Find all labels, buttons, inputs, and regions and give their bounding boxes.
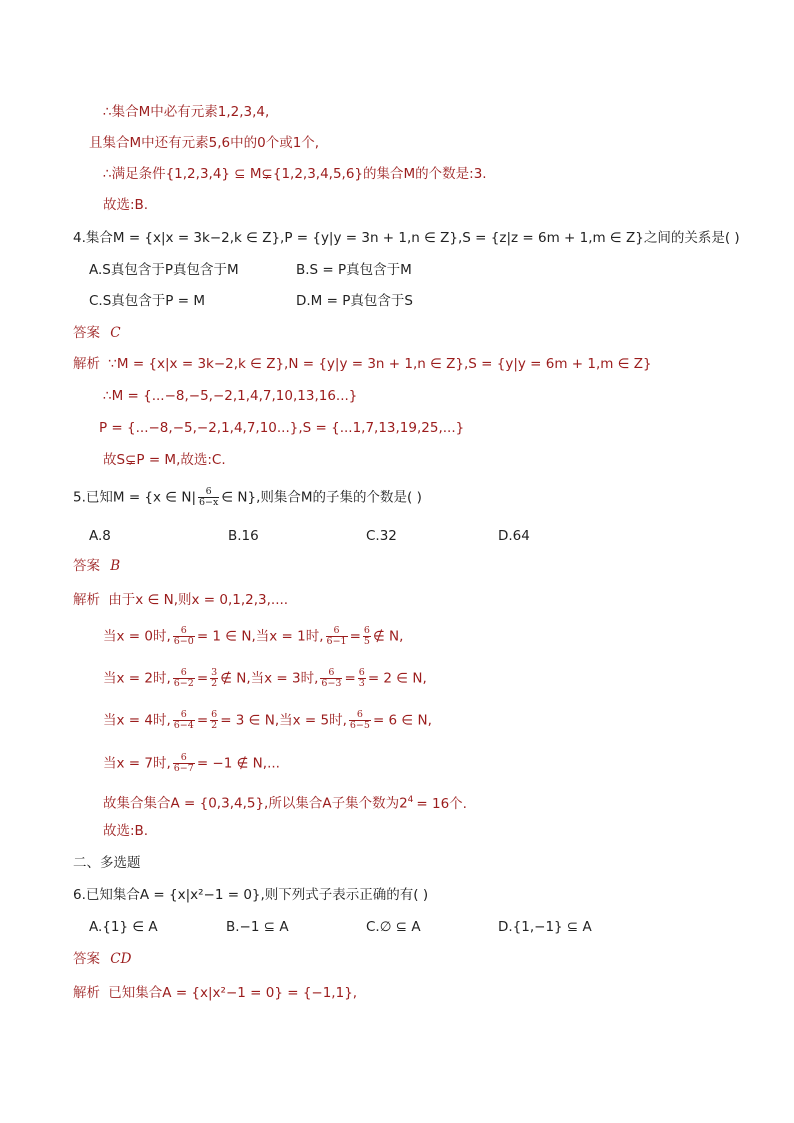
fraction [320, 668, 342, 689]
q5-option-b: B.16 [228, 528, 259, 544]
q4-analysis-line1: ∵M = {x|x = 3k−2,k ∈ Z},N = {y|y = 3n + 1,n ∈ Z},S = {y|y = 6m + 1,m ∈ Z} [108, 356, 652, 372]
frac-den: 6−4 [173, 720, 194, 731]
q5-answer: B [110, 558, 121, 574]
q5-stem-b: ∈ N},则集合M的子集的个数是( ) [221, 489, 422, 506]
fraction [173, 710, 195, 731]
frac-den: 6−5 [349, 720, 370, 731]
fraction [363, 626, 371, 647]
q5-case-0: 当x = 0时, $\frac{6}{6-0}$ = 1 ∈ N,当x = 1时, $\frac{6}{6-1}$ = $\frac{6}{5}$ ∉ N, [103, 625, 404, 647]
frac-num: 3 [211, 667, 218, 678]
frac-den: 6−3 [321, 678, 342, 689]
sol3-line4: 故选:B. [103, 197, 149, 213]
case-text: = 6 ∈ N, [372, 712, 432, 729]
q5-conclusion [103, 790, 467, 814]
q6-analysis-text: 已知集合A = {x|x²−1 = 0} = {−1,1}, [108, 985, 358, 1001]
q4-option-a: A.S真包含于P真包含于M [89, 262, 239, 278]
case-text: = 2 ∈ N, [367, 670, 427, 687]
frac-num: 6 [205, 486, 212, 497]
section-title: 二、多选题 [73, 855, 141, 871]
frac-num: 6 [356, 709, 363, 720]
q4-answer-row [73, 323, 121, 343]
sol3-line1: ∴集合M中必有元素1,2,3,4, [103, 104, 270, 120]
frac-den: 6−2 [173, 678, 194, 689]
q5-analysis-intro: 由于x ∈ N,则x = 0,1,2,3,.... [108, 592, 289, 608]
frac-den: 3 [358, 678, 365, 689]
q5-stem-fraction [198, 487, 219, 508]
conclusion-text: 故集合集合A = {0,3,4,5},所以集合A子集个数为2 [103, 795, 408, 812]
frac-num: 6 [358, 667, 365, 678]
q4-analysis-label: 解析 [73, 356, 100, 372]
frac-num: 6 [333, 625, 340, 636]
frac-den: 2 [211, 720, 218, 731]
frac-den: 5 [363, 636, 370, 647]
case-text: 当x = 4时, [103, 712, 171, 729]
fraction [173, 753, 195, 774]
frac-den: 2 [211, 678, 218, 689]
frac-den: 6−0 [173, 636, 194, 647]
case-text: = 3 ∈ N,当x = 5时, [220, 712, 347, 729]
q4-analysis-row [73, 354, 652, 374]
conclusion-text: = 16个. [416, 795, 467, 812]
q5-analysis-label: 解析 [73, 592, 100, 608]
fraction [210, 710, 218, 731]
case-text: = 1 ∈ N,当x = 1时, [196, 628, 324, 645]
q4-option-d: D.M = P真包含于S [296, 293, 413, 309]
q5-option-a: A.8 [89, 528, 111, 544]
fraction [358, 668, 366, 689]
q4-answer-label: 答案 [73, 325, 100, 341]
sol3-line3: ∴满足条件{1,2,3,4} ⊆ M⊊{1,2,3,4,5,6}的集合M的个数是:3. [103, 166, 487, 182]
q4-analysis-line3: P = {...−8,−5,−2,1,4,7,10...},S = {...1,7,13,19,25,...} [99, 420, 465, 436]
frac-num: 6 [180, 709, 187, 720]
fraction [326, 626, 348, 647]
q6-analysis-label: 解析 [73, 985, 100, 1001]
frac-num: 6 [211, 709, 218, 720]
fraction [210, 668, 218, 689]
case-text: ∉ N, [372, 628, 404, 645]
q6-analysis-row [73, 983, 357, 1003]
q5-case-2: 当x = 2时, $\frac{6}{6-2}$ = $\frac{3}{2}$ ∉ N,当x = 3时, $\frac{6}{6-3}$ = $\frac{6}{3}$ = 2 ∈ N, [103, 667, 427, 689]
q4-stem: 4.集合M = {x|x = 3k−2,k ∈ Z},P = {y|y = 3n + 1,n ∈ Z},S = {z|z = 6m + 1,m ∈ Z}之间的关系是( ) [73, 230, 740, 246]
q4-option-b: B.S = P真包含于M [296, 262, 412, 278]
case-text: ∉ N,当x = 3时, [220, 670, 319, 687]
q6-option-b: B.−1 ⊆ A [226, 919, 289, 935]
frac-den: 6−7 [173, 763, 194, 774]
q6-option-d: D.{1,−1} ⊆ A [498, 919, 592, 935]
case-text: 当x = 7时, [103, 755, 171, 772]
sol3-line2: 且集合M中还有元素5,6中的0个或1个, [89, 135, 320, 151]
q5-answer-row [73, 556, 120, 576]
frac-num: 6 [180, 625, 187, 636]
frac-den: 6−x [199, 497, 219, 508]
q6-option-a: A.{1} ∈ A [89, 919, 158, 935]
q5-option-c: C.32 [366, 528, 397, 544]
q4-analysis-line4: 故S⊊P = M,故选:C. [103, 452, 226, 468]
q4-option-c: C.S真包含于P = M [89, 293, 205, 309]
q6-stem: 6.已知集合A = {x|x²−1 = 0},则下列式子表示正确的有( ) [73, 887, 429, 903]
q5-option-d: D.64 [498, 528, 530, 544]
q5-choose: 故选:B. [103, 823, 149, 839]
q5-stem-a: 5.已知M = {x ∈ N| [73, 489, 196, 506]
q5-case-7 [103, 753, 280, 774]
q5-analysis-row [73, 590, 288, 610]
q4-answer: C [110, 325, 121, 341]
case-text: = −1 ∉ N,... [196, 755, 280, 772]
case-text: 当x = 2时, [103, 670, 171, 687]
frac-num: 6 [328, 667, 335, 678]
q5-stem [73, 487, 422, 508]
frac-num: 6 [363, 625, 370, 636]
q5-case-4: 当x = 4时, $\frac{6}{6-4}$ = $\frac{6}{2}$ = 3 ∈ N,当x = 5时, $\frac{6}{6-5}$ = 6 ∈ N, [103, 709, 432, 731]
fraction [349, 710, 371, 731]
frac-num: 6 [180, 752, 187, 763]
q6-option-c: C.∅ ⊆ A [366, 919, 421, 935]
q6-answer: CD [110, 951, 132, 967]
q6-answer-label: 答案 [73, 951, 100, 967]
frac-den: 6−1 [326, 636, 347, 647]
q4-analysis-line2: ∴M = {...−8,−5,−2,1,4,7,10,13,16...} [103, 388, 358, 404]
fraction [173, 668, 195, 689]
fraction [173, 626, 195, 647]
case-text: 当x = 0时, [103, 628, 171, 645]
frac-num: 6 [180, 667, 187, 678]
q5-answer-label: 答案 [73, 558, 100, 574]
q6-answer-row [73, 949, 131, 969]
exponent: 4 [407, 795, 414, 805]
